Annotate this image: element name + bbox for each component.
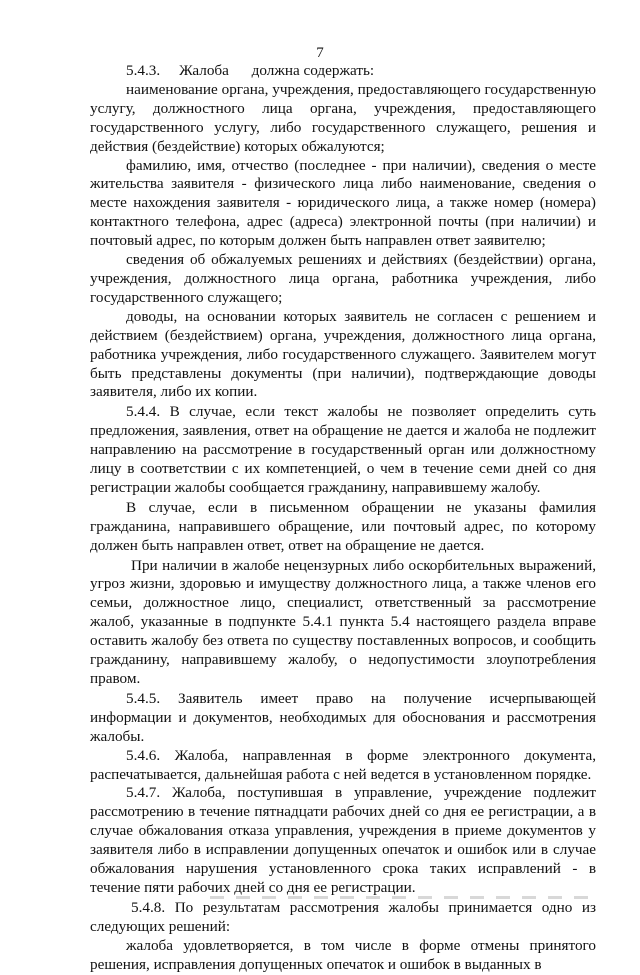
paragraph-decision-satisfied: жалоба удовлетворяется, в том числе в форме отмены принятого решения, исправления допущенных опечаток и ошибок в выданных в [90, 936, 596, 973]
paragraph-5-4-7: 5.4.7. Жалоба, поступившая в управление, учреждение подлежит рассмотрению в течение пятнадцати рабочих дней со дня ее регистрации, а в случае обжалования отказа управления, учреждения в приеме документов у заявителя либо в исправлении допущенных опечаток и ошибок или в случае обжалования нарушения установленного срока таких исправлений - в течение пяти рабочих дней со дня ее регистрации. [90, 784, 596, 896]
paragraph-item-applicant: фамилию, имя, отчество (последнее - при наличии), сведения о месте жительства заявителя - физического лица либо наименование, сведения о месте нахождения заявителя - юридического лица, а также номер (номера) контактного телефона, адрес (адреса) электронной почты (при наличии) и почтовый адрес, по которым должен быть направлен ответ заявителю; [90, 156, 596, 250]
paragraph-item-decisions: сведения об обжалуемых решениях и действиях (бездействии) органа, учреждения, должностного лица органа, работника учреждения, либо государственного служащего; [90, 251, 596, 306]
paragraph-item-arguments: доводы, на основании которых заявитель не согласен с решением и действием (бездействием) органа, учреждения, должностного лица органа, работника учреждения, либо государственного служащего. Заявителем могут быть представлены документы (при наличии), подтверждающие доводы заявителя, либо их копии. [90, 307, 596, 401]
body-text [90, 62, 596, 975]
scan-bottom-edge [210, 896, 590, 899]
paragraph-5-4-6: 5.4.6. Жалоба, направленная в форме электронного документа, распечатывается, дальнейшая работа с ней ведется в установленном порядке. [90, 746, 596, 783]
paragraph-5-4-4: 5.4.4. В случае, если текст жалобы не позволяет определить суть предложения, заявления, ответ на обращение не дается и жалоба не подлежит направлению на рассмотрение в государственный орган или должностному лицу в соответствии с их компетенцией, о чем в течение семи дней со дня регистрации жалобы сообщается гражданину, направившему жалобу. [90, 403, 596, 496]
paragraph-5-4-8: 5.4.8. По результатам рассмотрения жалобы принимается одно из следующих решений: [90, 898, 596, 935]
paragraph-no-name: В случае, если в письменном обращении не указаны фамилия гражданина, направившего обращение, или почтовый адрес, по которому должен быть направлен ответ, ответ на обращение не дается. [90, 498, 596, 554]
paragraph-obscene: При наличии в жалобе нецензурных либо оскорбительных выражений, угроз жизни, здоровью и имуществу должностного лица, а также членов его семьи, должностное лицо, специалист, ответственный за рассмотрение жалоб, указанные в подпункте 5.4.1 пункта 5.4 настоящего раздела вправе оставить жалобу без ответа по существу поставленных вопросов, и сообщить гражданину, направившему жалобу, о недопустимости злоупотребления правом. [90, 556, 596, 687]
paragraph-item-name: наименование органа, учреждения, предоставляющего государственную услугу, должностного лица органа, учреждения, предоставляющего государственного услугу, либо государственного служащего, решения и действия (бездействие) которых обжалуются; [90, 80, 596, 155]
paragraph-5-4-5: 5.4.5. Заявитель имеет право на получение исчерпывающей информации и документов, необходимых для обоснования и рассмотрения жалобы. [90, 689, 596, 745]
section-heading-5-4-3: 5.4.3. Жалоба должна содержать: [126, 62, 375, 79]
page-number: 7 [316, 45, 324, 61]
